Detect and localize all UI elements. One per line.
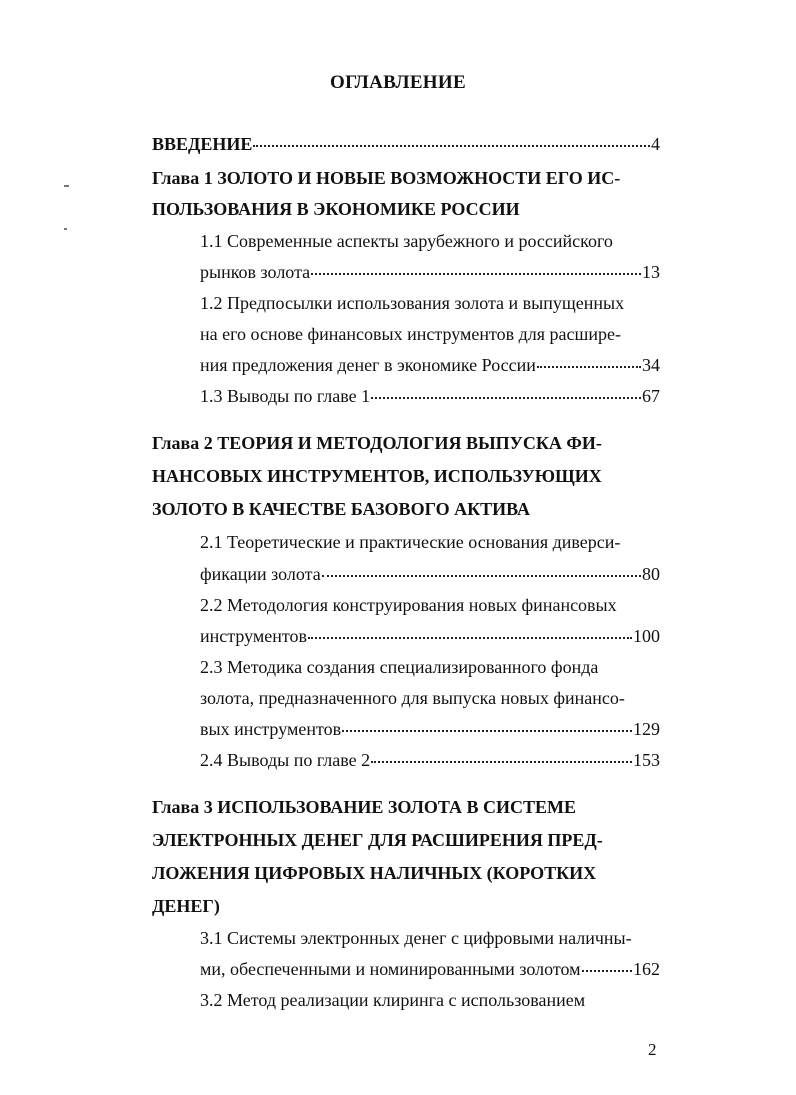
toc-entry-2-1[interactable] [200, 564, 660, 585]
entry-page: 129 [633, 719, 660, 739]
chapter-3-heading-line-2[interactable]: ЭЛЕКТРОННЫХ ДЕНЕГ ДЛЯ РАСШИРЕНИЯ ПРЕД- [152, 830, 603, 850]
toc-entry-1-3[interactable] [200, 386, 660, 407]
chapter-2-heading-line-1[interactable]: Глава 2 ТЕОРИЯ И МЕТОДОЛОГИЯ ВЫПУСКА ФИ- [152, 433, 602, 453]
entry-page: 4 [651, 134, 660, 154]
section-2-2-line-1[interactable]: 2.2 Методология конструирования новых финансовых [200, 595, 617, 615]
scan-mark [64, 228, 67, 230]
chapter-3-heading-line-1[interactable]: Глава 3 ИСПОЛЬЗОВАНИЕ ЗОЛОТА В СИСТЕМЕ [152, 797, 576, 817]
chapter-2-heading-line-2[interactable]: НАНСОВЫХ ИНСТРУМЕНТОВ, ИСПОЛЬЗУЮЩИХ [152, 466, 602, 486]
scan-mark [64, 185, 69, 187]
dot-leader [342, 730, 632, 732]
dot-leader [537, 366, 641, 368]
chapter-3-heading-line-3[interactable]: ЛОЖЕНИЯ ЦИФРОВЫХ НАЛИЧНЫХ (КОРОТКИХ [152, 863, 597, 883]
toc-entry-3-1[interactable] [200, 959, 660, 980]
entry-page: 34 [642, 355, 660, 375]
entry-page: 13 [642, 262, 660, 282]
entry-label: ния предложения денег в экономике России [200, 355, 536, 375]
entry-page: 67 [642, 386, 660, 406]
toc-title: ОГЛАВЛЕНИЕ [330, 72, 466, 93]
dot-leader [311, 273, 641, 275]
entry-label: 2.4 Выводы по главе 2 [200, 750, 371, 770]
page-number: 2 [648, 1040, 657, 1059]
section-2-1-line-1[interactable]: 2.1 Теоретические и практические основания диверси- [200, 532, 621, 552]
section-3-2-line-1[interactable]: 3.2 Метод реализации клиринга с использованием [200, 990, 586, 1010]
entry-page: 162 [633, 959, 660, 979]
chapter-2-heading-line-3[interactable]: ЗОЛОТО В КАЧЕСТВЕ БАЗОВОГО АКТИВА [152, 499, 530, 519]
entry-page: 153 [633, 750, 660, 770]
section-1-1-line-1[interactable]: 1.1 Современные аспекты зарубежного и российского [200, 231, 613, 251]
section-2-3-line-1[interactable]: 2.3 Методика создания специализированного фонда [200, 657, 599, 677]
entry-label: 1.3 Выводы по главе 1 [200, 386, 371, 406]
toc-entry-2-2[interactable] [200, 626, 660, 647]
section-2-3-line-2[interactable]: золота, предназначенного для выпуска новых финансо- [200, 688, 625, 708]
dot-leader [308, 637, 632, 639]
toc-entry-2-4[interactable] [200, 750, 660, 771]
chapter-1-heading-line-2[interactable]: ПОЛЬЗОВАНИЯ В ЭКОНОМИКЕ РОССИИ [152, 199, 520, 219]
toc-entry-introduction[interactable] [152, 134, 660, 155]
entry-page: 100 [633, 626, 660, 646]
toc-entry-2-3[interactable] [200, 719, 660, 740]
entry-label: инструментов [200, 626, 308, 646]
dot-leader [322, 575, 641, 577]
dot-leader [371, 397, 641, 399]
chapter-1-heading-line-1[interactable]: Глава 1 ЗОЛОТО И НОВЫЕ ВОЗМОЖНОСТИ ЕГО ИС- [152, 168, 621, 188]
section-1-2-line-2[interactable]: на его основе финансовых инструментов для расшире- [200, 324, 622, 344]
toc-entry-1-1[interactable] [200, 262, 660, 283]
section-3-1-line-1[interactable]: 3.1 Системы электронных денег с цифровыми наличны- [200, 928, 632, 948]
toc-entry-1-2[interactable] [200, 355, 660, 376]
entry-label: ми, обеспеченными и номинированными золотом [200, 959, 581, 979]
dot-leader [371, 761, 632, 763]
chapter-3-heading-line-4[interactable]: ДЕНЕГ) [152, 896, 220, 916]
dot-leader [582, 970, 632, 972]
entry-label: вых инструментов [200, 719, 342, 739]
section-1-2-line-1[interactable]: 1.2 Предпосылки использования золота и выпущенных [200, 293, 625, 313]
entry-label: ВВЕДЕНИЕ [152, 134, 253, 154]
entry-label: рынков золота [200, 262, 311, 282]
entry-page: 80 [642, 564, 660, 584]
dot-leader [253, 145, 650, 147]
entry-label: фикации золота [200, 564, 321, 584]
